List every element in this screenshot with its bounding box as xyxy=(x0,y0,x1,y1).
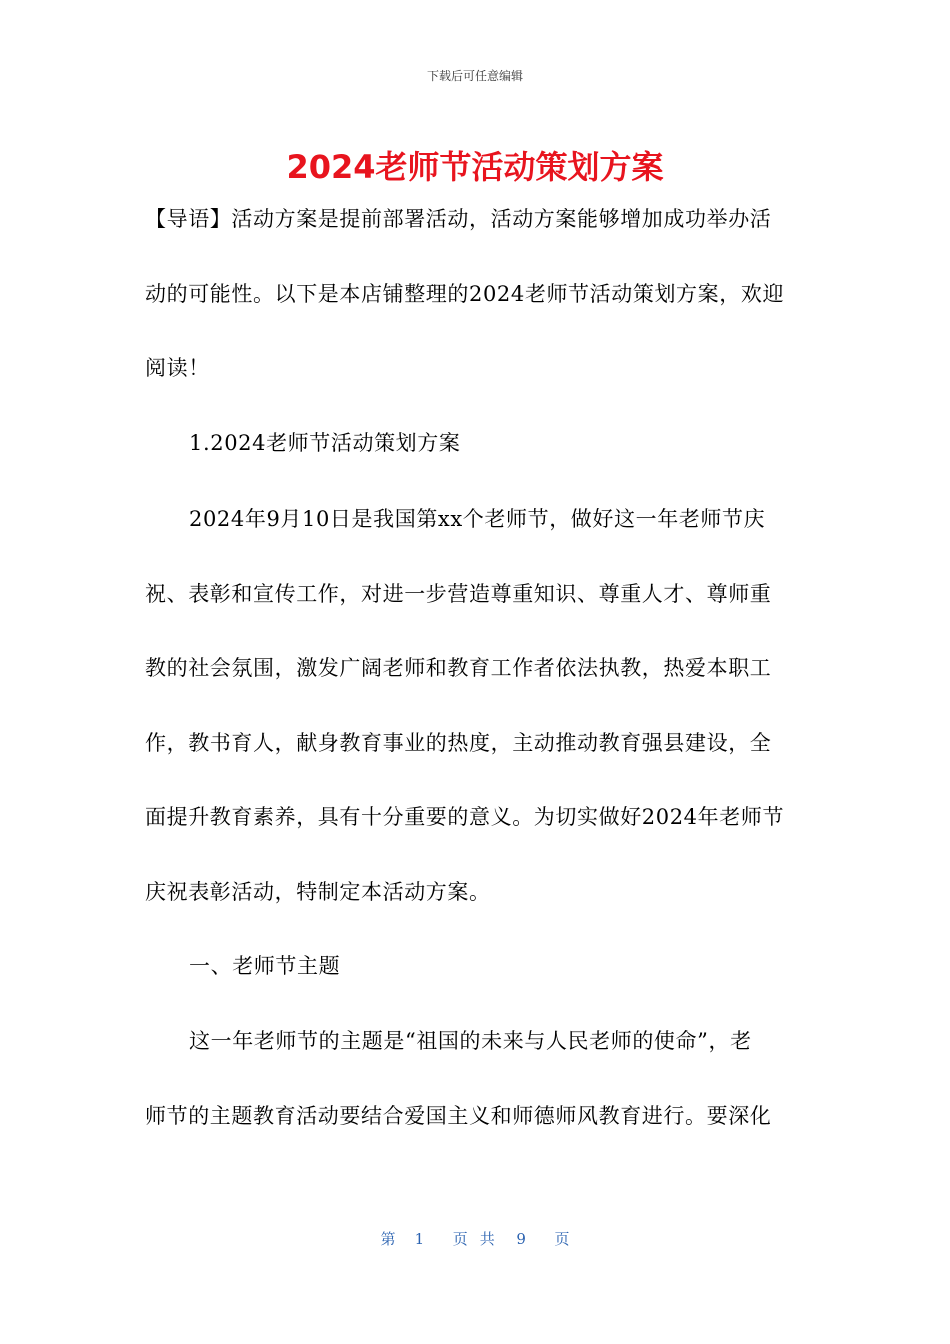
section-heading xyxy=(145,406,805,481)
page-total-number: 9 xyxy=(516,1230,526,1248)
theme-heading-text: 一、老师节主题 xyxy=(189,954,341,978)
document-title: 2024老师节活动策划方案 xyxy=(286,148,664,186)
paragraph-line: 2024年9月10日是我国第xx个老师节，做好这一年老师节庆 xyxy=(189,507,766,531)
page-suffix: 页 xyxy=(554,1230,570,1248)
intro-line: 【导语】活动方案是提前部署活动，活动方案能够增加成功举办活 xyxy=(145,207,772,231)
paragraph-line: 作，教书育人，献身教育事业的热度，主动推动教育强县建设，全 xyxy=(145,730,772,755)
header-note: 下载后可任意编辑 xyxy=(426,69,523,83)
intro-line: 阅读！ xyxy=(145,356,210,380)
paragraph-line: 庆祝表彰活动，特制定本活动方案。 xyxy=(145,879,491,904)
intro-paragraph xyxy=(145,182,805,406)
paragraph-line: 教的社会氛围，激发广阔老师和教育工作者依法执教，热爱本职工 xyxy=(145,656,772,680)
page-prefix: 第 xyxy=(380,1230,396,1248)
page-current-number: 1 xyxy=(414,1230,425,1248)
body-paragraph-1 xyxy=(145,482,805,929)
paragraph-line: 师节的主题教育活动要结合爱国主义和师德师风教育进行。要深化 xyxy=(145,1103,772,1128)
intro-line: 动的可能性。以下是本店铺整理的2024老师节活动策划方案，欢迎 xyxy=(145,281,785,306)
section-heading-text: 1.2024老师节活动策划方案 xyxy=(189,431,461,455)
paragraph-line: 面提升教育素养，具有十分重要的意义。为切实做好2024年老师节 xyxy=(145,805,785,829)
page-footer xyxy=(0,1228,950,1250)
theme-heading xyxy=(145,929,805,1004)
paragraph-line: 祝、表彰和宣传工作，对进一步营造尊重知识、尊重人才、尊师重 xyxy=(145,581,772,606)
page-middle: 页共 xyxy=(452,1230,507,1248)
paragraph-line: 这一年老师节的主题是“祖国的未来与人民老师的使命”，老 xyxy=(189,1029,752,1053)
body-paragraph-2 xyxy=(145,1004,805,1153)
